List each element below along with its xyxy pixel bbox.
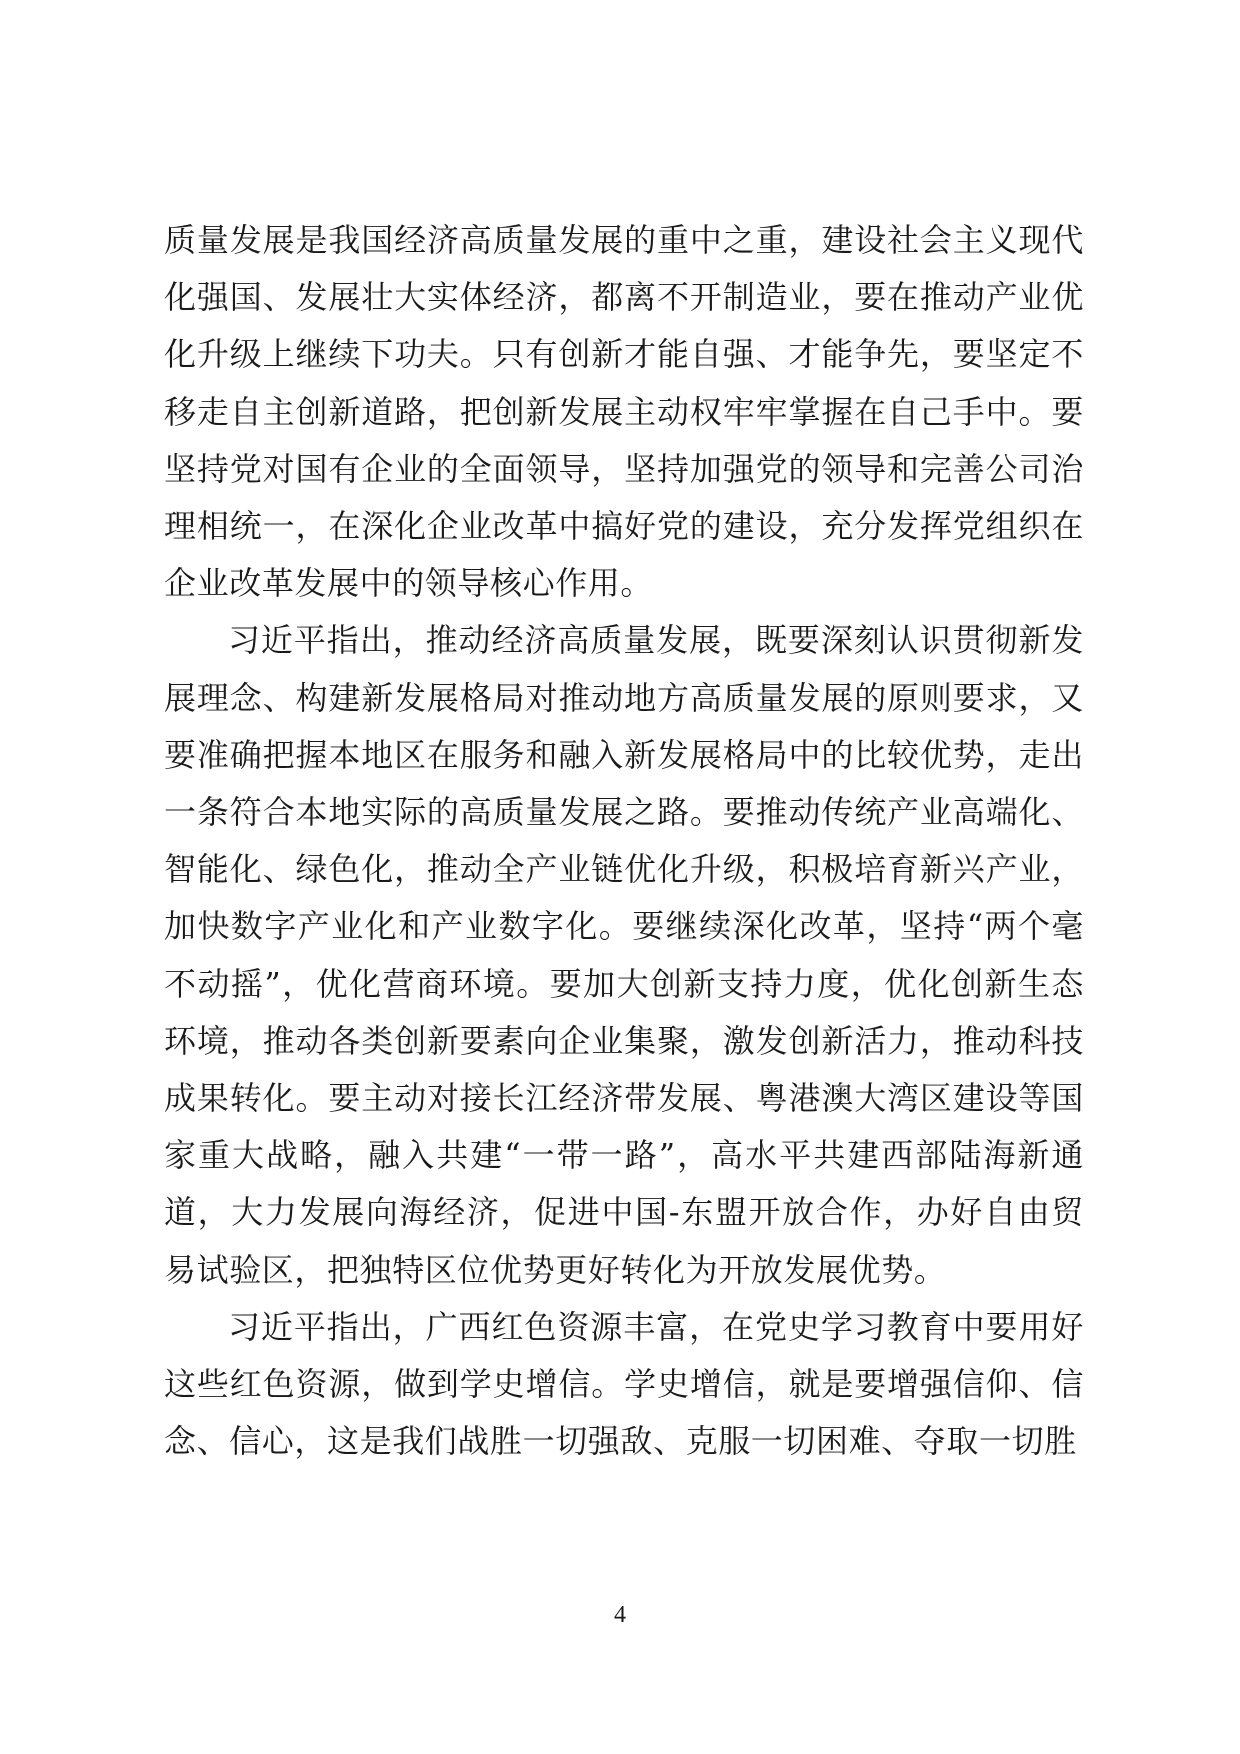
- body-text: [164, 212, 1084, 1470]
- page-number: 4: [614, 1602, 626, 1628]
- paragraph-2: 习近平指出，推动经济高质量发展，既要深刻认识贯彻新发展理念、构建新发展格局对推动地方高质量发展的原则要求，又要准确把握本地区在服务和融入新发展格局中的比较优势，走出一条符合本地实际的高质量发展之路。要推动传统产业高端化、智能化、绿色化，推动全产业链优化升级，积极培育新兴产业，加快数字产业化和产业数字化。要继续深化改革，坚持“两个毫不动摇”，优化营商环境。要加大创新支持力度，优化创新生态环境，推动各类创新要素向企业集聚，激发创新活力，推动科技成果转化。要主动对接长江经济带发展、粤港澳大湾区建设等国家重大战略，融入共建“一带一路”，高水平共建西部陆海新通道，大力发展向海经济，促进中国-东盟开放合作，办好自由贸易试验区，把独特区位优势更好转化为开放发展优势。: [164, 621, 1084, 1289]
- paragraph-1: 质量发展是我国经济高质量发展的重中之重，建设社会主义现代化强国、发展壮大实体经济，都离不开制造业，要在推动产业优化升级上继续下功夫。只有创新才能自强、才能争先，要坚定不移走自主创新道路，把创新发展主动权牢牢掌握在自己手中。要坚持党对国有企业的全面领导，坚持加强党的领导和完善公司治理相统一，在深化企业改革中搞好党的建设，充分发挥党组织在企业改革发展中的领导核心作用。: [164, 221, 1084, 603]
- paragraph-3: 习近平指出，广西红色资源丰富，在党史学习教育中要用好这些红色资源，做到学史增信。学史增信，就是要增强信仰、信念、信心，这是我们战胜一切强敌、克服一切困难、夺取一切胜: [164, 1307, 1084, 1461]
